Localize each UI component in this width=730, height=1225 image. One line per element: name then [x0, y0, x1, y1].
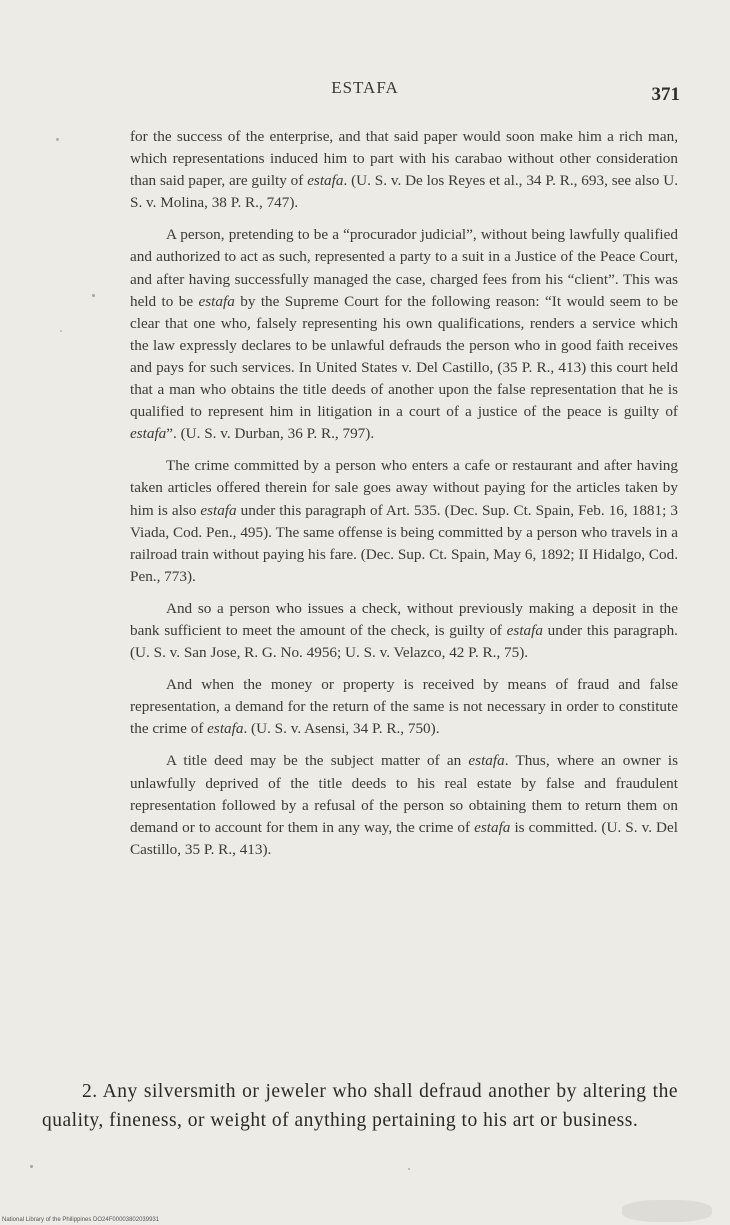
text-run: ”. (U. S. v. Durban, 36 P. R., 797). [166, 425, 375, 443]
text-run: A title deed may be the subject matter of an [166, 752, 469, 770]
scan-speck [408, 1168, 410, 1170]
scan-speck [622, 1200, 712, 1222]
page-header [0, 78, 730, 108]
text-run: And so a person who issues a check, without previously making a deposit in the bank sufficient to meet the amount of the check, is guilty of [130, 599, 678, 639]
paragraph [130, 598, 678, 664]
paragraph [130, 455, 678, 588]
item-2 [42, 1077, 678, 1135]
italic-term: estafa [200, 501, 237, 519]
text-run: . (U. S. v. Asensi, 34 P. R., 750). [243, 720, 440, 738]
paragraph [130, 750, 678, 860]
scan-speck [92, 294, 95, 297]
paragraph [130, 674, 678, 740]
paragraph [130, 224, 678, 445]
italic-term: estafa [468, 752, 505, 770]
text-run: under this paragraph of Art. 535. (Dec. Sup. Ct. Spain, Feb. 16, 1881; 3 Viada, Cod. Pen., 495). The same offense is being committed by a person who travels in a railroad train without paying his fare. (Dec. Sup. Ct. Spain, May 6, 1892; II Hidalgo, Cod. Pen., 773). [130, 501, 678, 585]
text-run: . (U. S. v. De los Reyes et al., 34 P. R., 693, see also U. S. v. Molina, 38 P. R., 747). [130, 172, 679, 212]
scan-speck [30, 1165, 33, 1168]
running-head: ESTAFA [331, 78, 399, 97]
scan-speck [60, 330, 62, 332]
italic-term: estafa [207, 720, 244, 738]
body-text [130, 126, 678, 871]
item-2-text: Any silversmith or jeweler who shall defraud another by altering the quality, fineness, or weight of anything pertaining to his art or business. [42, 1081, 678, 1131]
item-2-number: 2. [82, 1081, 98, 1102]
scan-speck [56, 138, 59, 141]
italic-term: estafa [506, 621, 543, 639]
text-run: . Thus, where an owner is unlawfully deprived of the title deeds to his real estate by false and fraudulent representation followed by a refusal of the person so obtaining them to return them on demand or to account for them in any way, the crime of [130, 752, 678, 836]
text-run: under this paragraph. (U. S. v. San Jose, R. G. No. 4956; U. S. v. Velazco, 42 P. R., 75). [130, 621, 678, 662]
italic-term: estafa [307, 172, 344, 190]
text-run: for the success of the enterprise, and that said paper would soon make him a rich man, which representations induced him to part with his carabao without other consideration than said paper, are guilty of [130, 128, 678, 190]
italic-term: estafa [474, 818, 511, 836]
paragraph [130, 126, 678, 214]
text-run: The crime committed by a person who enters a cafe or restaurant and after having taken articles offered therein for sale goes away without paying for the articles taken by him is also [130, 457, 678, 519]
scan-footer-label: National Library of the Philippines DO24F00003802039931 [2, 1217, 160, 1223]
text-run: by the Supreme Court for the following reason: “It would seem to be clear that one who, falsely representing his own qualifications, renders a service which the law expressly declares to be unlawful defrauds the person who in good faith receives and pays for such services. In United States v. Del Castillo, (35 P. R., 413) this court held that a man who obtains the title deeds of another upon the false representation that he is qualified to represent him in litigation in a court of a justice of the peace is guilty of [130, 292, 678, 421]
text-run: A person, pretending to be a “procurador judicial”, without being lawfully qualified and authorized to act as such, represented a party to a suit in a Justice of the Peace Court, and after having successfully managed the case, charged fees from his “client”. This was held to be [130, 226, 678, 310]
text-run: And when the money or property is received by means of fraud and false representation, a demand for the return of the same is not necessary in order to constitute the crime of [130, 676, 678, 738]
text-run: is committed. (U. S. v. Del Castillo, 35 P. R., 413). [130, 818, 678, 858]
italic-term: estafa [198, 292, 235, 310]
italic-term: estafa [130, 425, 167, 443]
page-number: 371 [651, 84, 680, 105]
